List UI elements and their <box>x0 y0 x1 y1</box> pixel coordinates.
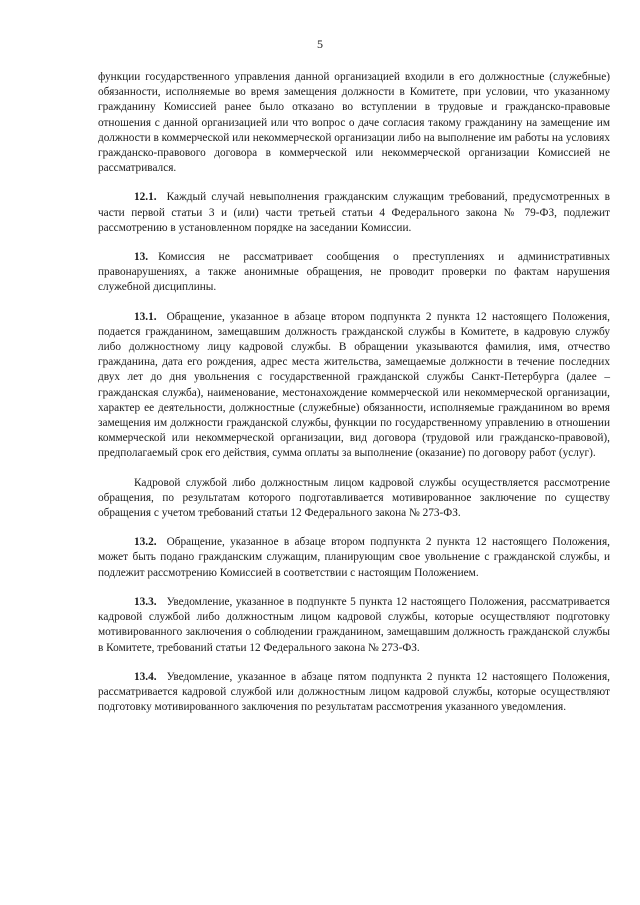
document-body <box>98 70 610 715</box>
paragraph-text: Обращение, указанное в абзаце втором подпункта 2 пункта 12 настоящего Положения, подается гражданином, замещавшим должность гражданской службы в Комитете, в кадровую службу либо должностному лицу кадровой службы. В обращении указываются фамилия, имя, отчество гражданина, дата его рождения, адрес места жительства, замещаемые должности в течение последних двух лет до дня увольнения с государственной гражданской службы Санкт-Петербурга (далее – гражданская служба), наименование, местонахождение коммерческой или некоммерческой организации, характер ее деятельности, должностные (служебные) обязанности, исполняемые гражданином во время замещения им должности гражданской службы, функции по государственному управлению в отношении коммерческой или некоммерческой организации, вид договора (трудовой или гражданско-правовой), предполагаемый срок его действия, сумма оплаты за выполнение (оказание) по договору работ (услуг). <box>98 310 610 460</box>
paragraph-13-1-cont <box>98 476 610 522</box>
paragraph-text: Кадровой службой либо должностным лицом кадровой службы осуществляется рассмотрение обращения, по результатам которого подготавливается мотивированное заключение по существу обращения с учетом требований статьи 12 Федерального закона № 273-ФЗ. <box>98 476 610 520</box>
paragraph-number: 13.2. <box>134 536 157 549</box>
paragraph-13-3 <box>98 595 610 656</box>
paragraph-12-1 <box>98 190 610 236</box>
paragraph-number: 12.1. <box>134 191 157 204</box>
paragraph-number: 13.1. <box>134 310 157 323</box>
paragraph-text: Комиссия не рассматривает сообщения о преступлениях и административных правонарушениях, а также анонимные обращения, не проводит проверки по фактам нарушения служебной дисциплины. <box>98 251 610 294</box>
paragraph-text: Каждый случай невыполнения гражданским служащим требований, предусмотренных в части первой статьи 3 и (или) части третьей статьи 4 Федерального закона № 79-ФЗ, подлежит рассмотрению в установленном порядке на заседании Комиссии. <box>98 191 610 234</box>
paragraph-text: функции государственного управления данной организацией входили в его должностные (служебные) обязанности, исполняемые во время замещения должности в Комитете, при условии, что указанному гражданину Комиссией ранее было отказано во вступлении в трудовые и гражданско-правовые отношения с данной организацией или что вопрос о даче согласия такому гражданину на замещение им должности в коммерческой или некоммерческой организации либо на выполнение им работы на условиях гражданско-правового договора в коммерческой или некоммерческой организации Комиссией не рассматривался. <box>98 71 610 175</box>
paragraph-number: 13. <box>134 251 149 264</box>
paragraph-text: Уведомление, указанное в подпункте 5 пункта 12 настоящего Положения, рассматривается кадровой службой либо должностным лицом кадровой службы, которые осуществляют подготовку мотивированного заключения о соблюдении гражданином, замещавшим должность гражданской службы в Комитете, требований статьи 12 Федерального закона № 273-ФЗ. <box>98 595 610 654</box>
paragraph-number: 13.4. <box>134 670 157 683</box>
paragraph-13-4 <box>98 670 610 716</box>
paragraph-continuation <box>98 70 610 176</box>
paragraph-13-1 <box>98 310 610 462</box>
paragraph-number: 13.3. <box>134 595 157 608</box>
page-number: 5 <box>317 37 323 51</box>
paragraph-13 <box>98 250 610 296</box>
paragraph-13-2 <box>98 535 610 581</box>
paragraph-text: Обращение, указанное в абзаце втором подпункта 2 пункта 12 настоящего Положения, может быть подано гражданским служащим, планирующим свое увольнение с гражданской службы, и подлежит рассмотрению Комиссией в соответствии с настоящим Положением. <box>98 536 610 579</box>
paragraph-text: Уведомление, указанное в абзаце пятом подпункта 2 пункта 12 настоящего Положения, рассматривается кадровой службой или должностным лицом кадровой службы, которые осуществляют подготовку мотивированного заключения по результатам рассмотрения указанного уведомления. <box>98 670 610 714</box>
